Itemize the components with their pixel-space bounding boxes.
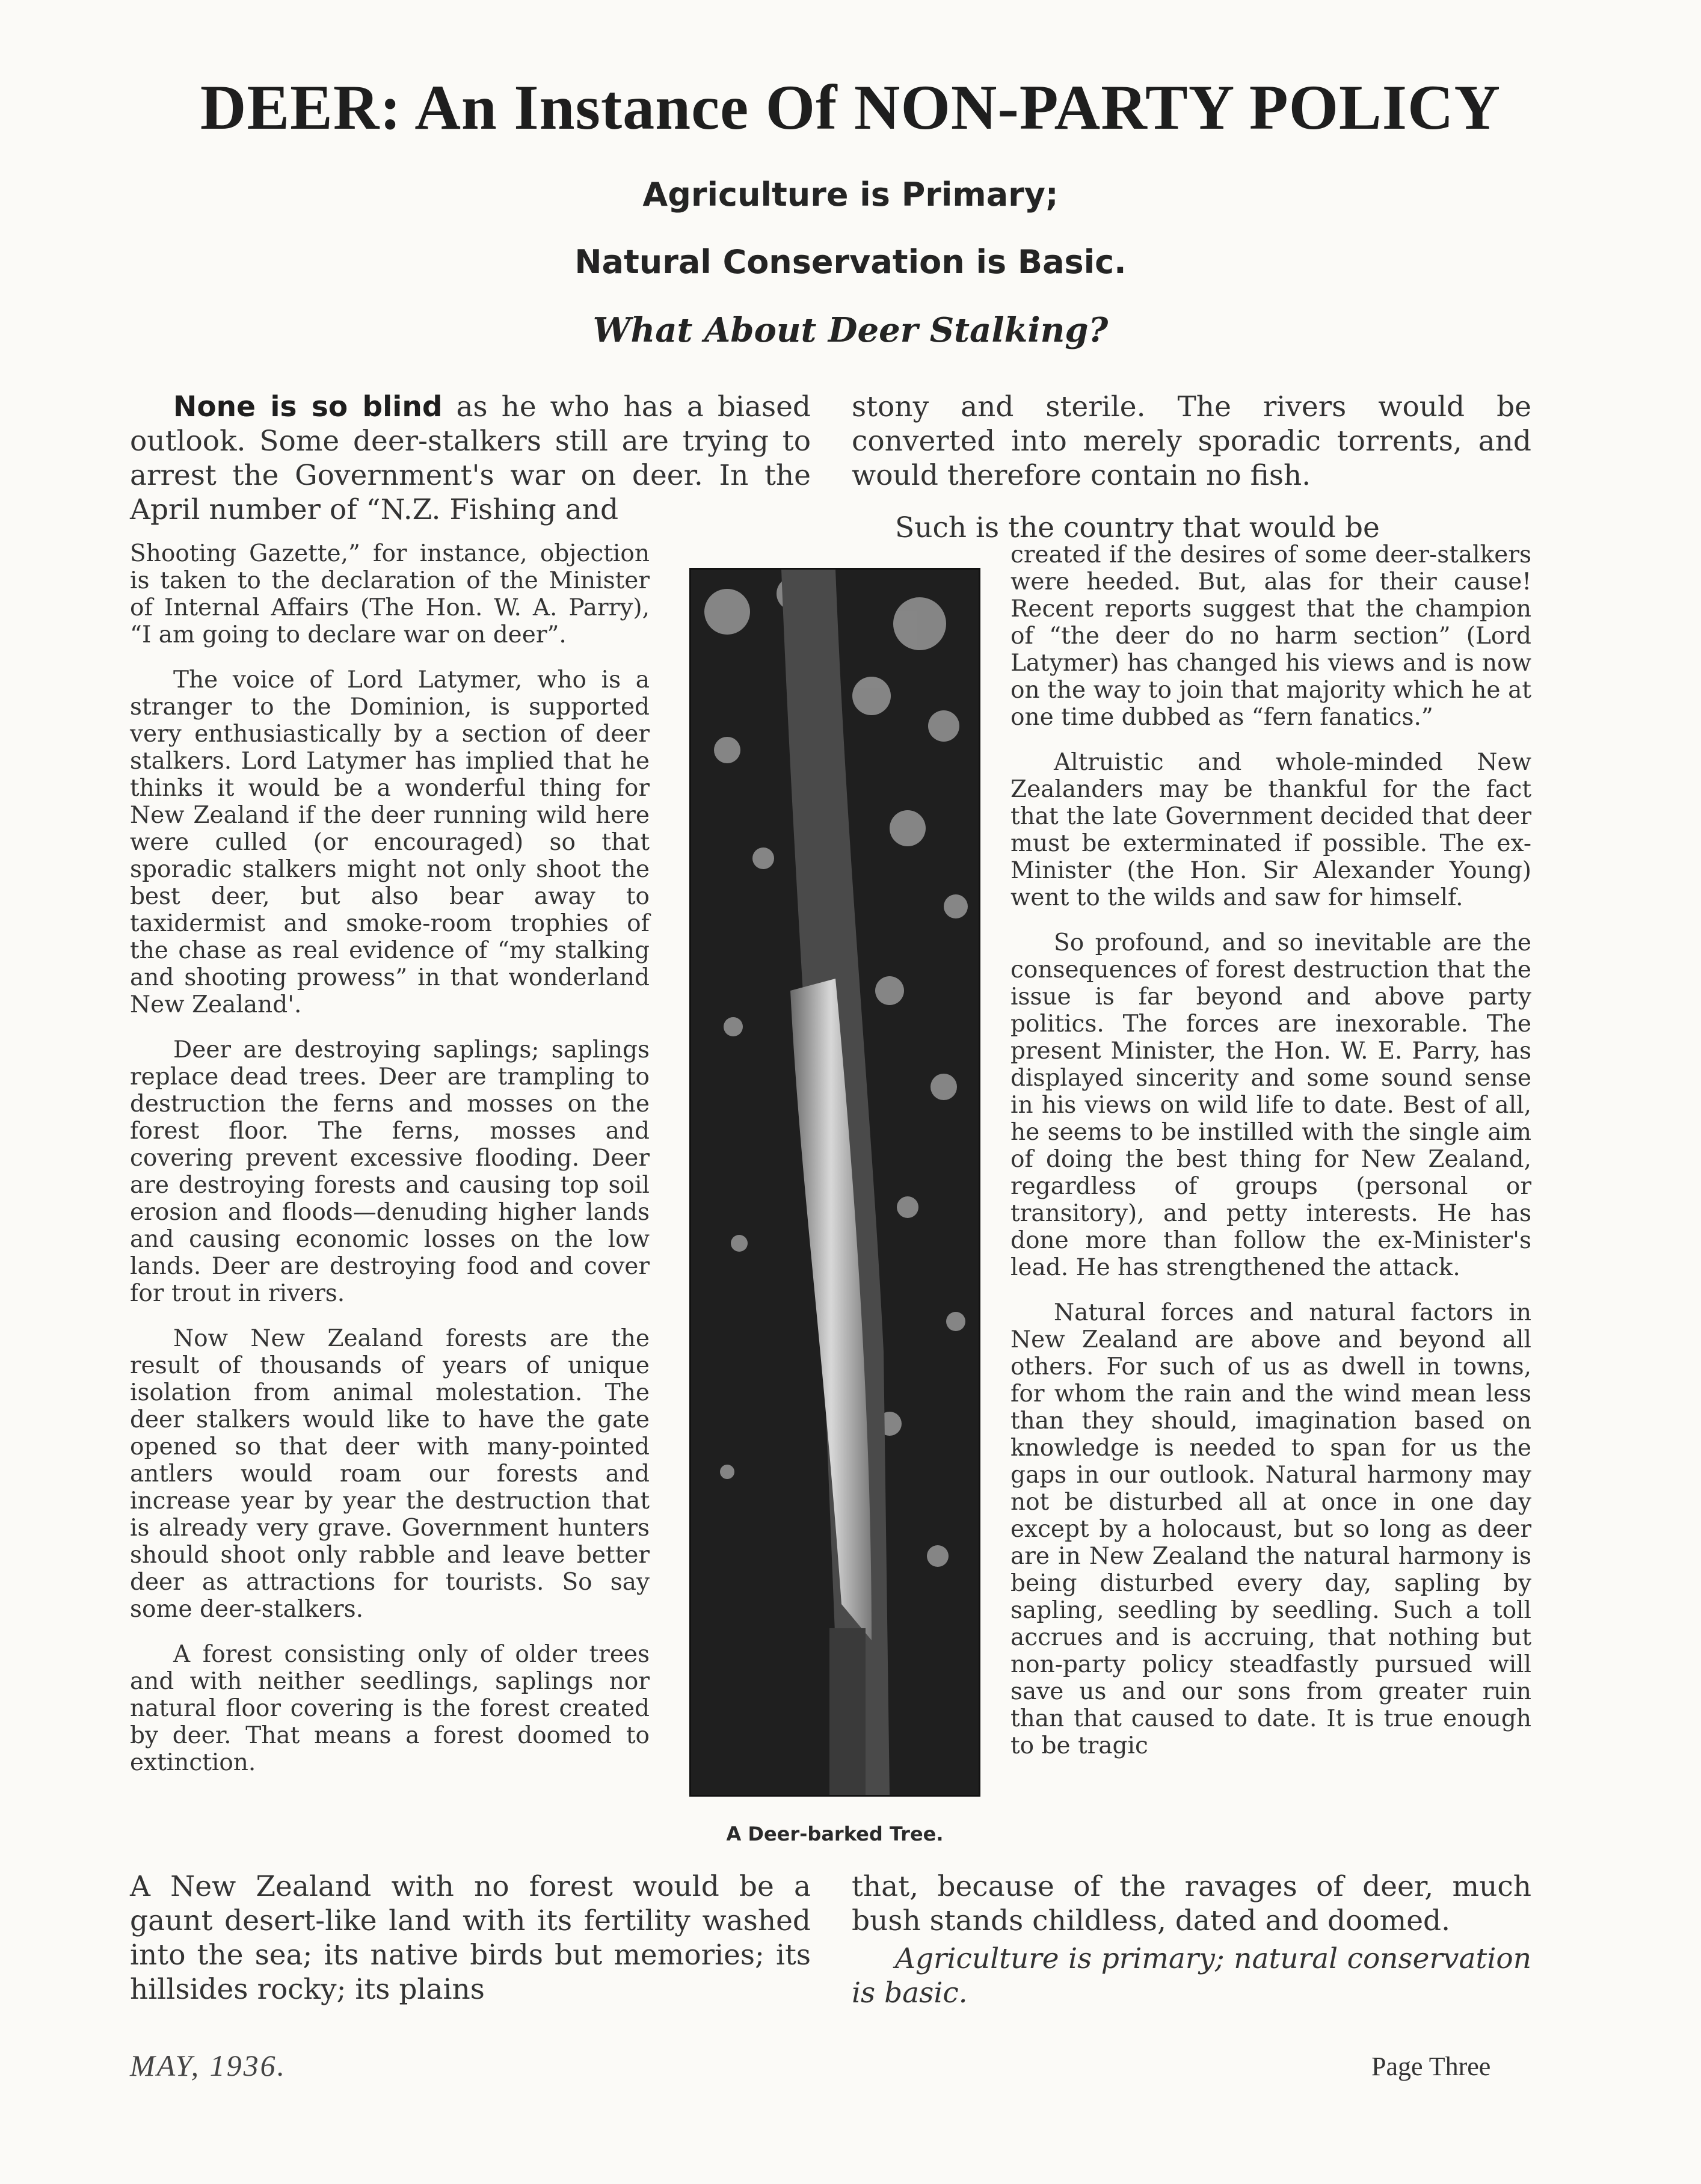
intro-paragraph [130, 390, 811, 527]
right-paragraph-1: created if the desires of some deer-stalkers were heeded. But, alas for their cause! Recent reports suggest that the champion of “the deer do no harm section” (Lord Latymer) has changed his views and is now on the way to join that majority which he at one time dubbed as “fern fanatics.” [1010, 541, 1531, 731]
bottom-right-paragraph [852, 1869, 1531, 2010]
right-column [1010, 541, 1531, 1759]
right-top-paragraph [852, 390, 1531, 545]
bottom-right-text: that, because of the ravages of deer, much bush stands childless, dated and doomed. [852, 1870, 1531, 1937]
subtitle-conservation: Natural Conservation is Basic. [574, 243, 1127, 281]
left-paragraph-4: Now New Zealand forests are the result of thousands of years of unique isolation from animal molestation. The deer stalkers would like to have the gate opened so that deer with many-pointed antlers would roam our forests and increase year by year the destruction that is already very grave. Government hunters should shoot only rabble and leave better deer as attractions for tourists. So say some deer-stalkers. [130, 1325, 650, 1623]
right-such-text: Such is the country that would be [895, 511, 1380, 544]
deer-barked-tree-photo [689, 568, 980, 1797]
right-paragraph-2: Altruistic and whole-minded New Zealanders may be thankful for the fact that the late Government decided that deer must be exterminated if possible. The ex-Minister (the Hon. Sir Alexander Young) went to the wilds and saw for himself. [1010, 749, 1531, 911]
left-paragraph-3: Deer are destroying saplings; saplings replace dead trees. Deer are trampling to destruction the ferns and mosses on the forest floor. The ferns, mosses and covering prevent excessive flooding. Deer are destroying forests and causing top soil erosion and floods—denuding higher lands and causing economic losses on the low lands. Deer are destroying food and cover for trout in rivers. [130, 1036, 650, 1307]
bottom-left-paragraph [130, 1869, 811, 2007]
left-paragraph-2: The voice of Lord Latymer, who is a stranger to the Dominion, is supported very enthusiastically by a section of deer stalkers. Lord Latymer has implied that he thinks it would be a wonderful thing for New Zealand if the deer running wild here were culled (or encouraged) so that sporadic stalkers might not only shoot the best deer, but also bear away to taxidermist and smoke-room trophies of the chase as real evidence of “my stalking and shooting prowess” in that wonderland New Zealand'. [130, 666, 650, 1018]
subtitle-deer-stalking: What About Deer Stalking? [592, 310, 1109, 350]
footer-date: MAY, 1936. [130, 2049, 287, 2082]
left-paragraph-5: A forest consisting only of older trees and with neither seedlings, saplings nor natural floor covering is the forest created by deer. That means a forest doomed to extinction. [130, 1641, 650, 1776]
left-paragraph-1: Shooting Gazette,” for instance, objection is taken to the declaration of the Minister of Internal Affairs (The Hon. W. A. Parry), “I am going to declare war on deer”. [130, 540, 650, 648]
right-top-text: stony and sterile. The rivers would be converted into merely sporadic torrents, and would therefore contain no fish. [852, 390, 1531, 492]
article-title: DEER: An Instance Of NON-PARTY POLICY [200, 72, 1501, 143]
right-paragraph-4: Natural forces and natural factors in New Zealand are above and beyond all others. For such of us as dwell in towns, for whom the rain and the wind mean less than they should, imagination based on knowledge is needed to span for us the gaps in our outlook. Natural harmony may not be disturbed all at once in one day except by a holocaust, but so long as deer are in New Zealand the natural harmony is being disturbed every day, sapling by sapling, seedling by seedling. Such a toll accrues and is accruing, that nothing but non-party policy steadfastly pursued will save us and our sons from greater ruin than that caused to date. It is true enough to be tragic [1010, 1299, 1531, 1759]
intro-text: as he who has a biased outlook. Some deer-stalkers still are trying to arrest the Government's war on deer. In the April number of “N.Z. Fishing and [130, 390, 811, 526]
bottom-left-text: A New Zealand with no forest would be a gaunt desert-like land with its fertility washed into the sea; its native birds but memories; its hillsides rocky; its plains [130, 1870, 811, 2006]
intro-lead: None is so blind [173, 390, 443, 423]
closing-line: Agriculture is primary; natural conservation is basic. [852, 1942, 1531, 2010]
right-paragraph-3: So profound, and so inevitable are the consequences of forest destruction that the issue is far beyond and above party politics. The forces are inexorable. The present Minister, the Hon. W. E. Parry, has displayed sincerity and some sound sense in his views on wild life to date. Best of all, he seems to be instilled with the single aim of doing the best thing for New Zealand, regardless of groups (personal or transitory), and petty interests. He has done more than follow the ex-Minister's lead. He has strengthened the attack. [1010, 929, 1531, 1281]
footer-page-number: Page Three [1371, 2052, 1491, 2081]
left-column [130, 540, 650, 1776]
subtitle-agriculture: Agriculture is Primary; [642, 176, 1059, 214]
photo-caption: A Deer-barked Tree. [726, 1823, 944, 1845]
